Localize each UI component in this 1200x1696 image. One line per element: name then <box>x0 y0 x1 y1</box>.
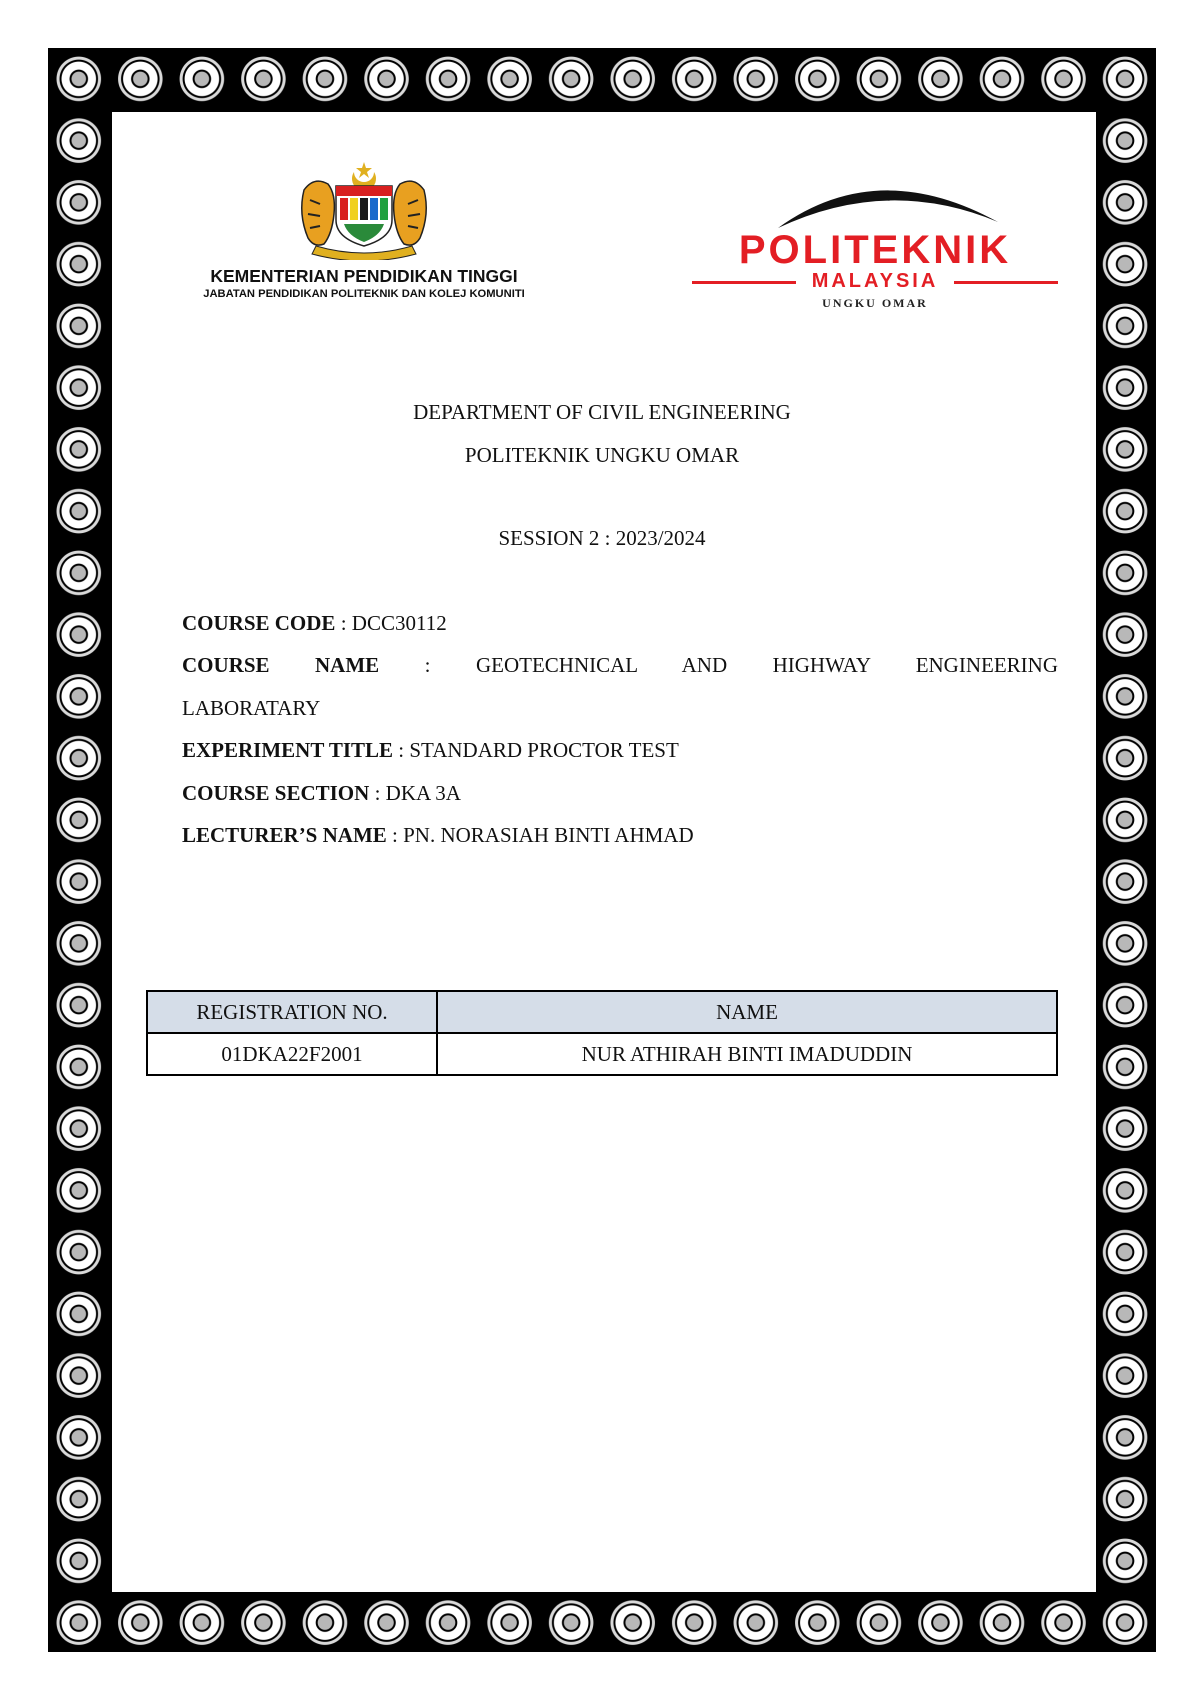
course-section-label: COURSE SECTION <box>182 781 370 805</box>
politeknik-campus: UNGKU OMAR <box>822 296 928 310</box>
course-section-value: : DKA 3A <box>374 781 461 805</box>
course-name-value-line2: LABORATARY <box>182 696 321 720</box>
course-name-value: : GEOTECHNICAL AND HIGHWAY ENGINEERING <box>424 653 1058 677</box>
course-code-line <box>182 611 1058 636</box>
ministry-title: KEMENTERIAN PENDIDIKAN TINGGI <box>210 266 518 286</box>
politeknik-name: POLITEKNIK <box>738 228 1012 272</box>
politeknik-arc-icon <box>768 170 1008 230</box>
course-code-value: : DCC30112 <box>340 611 447 635</box>
institution-title: POLITEKNIK UNGKU OMAR <box>464 443 740 467</box>
experiment-title-line <box>182 738 1058 763</box>
ministry-subtitle: JABATAN PENDIDIKAN POLITEKNIK DAN KOLEJ KOMUNITI <box>203 288 525 300</box>
course-section-line <box>182 781 1058 806</box>
registration-number-cell: 01DKA22F2001 <box>147 1033 437 1075</box>
ministry-logo <box>144 160 584 310</box>
table-row <box>147 1033 1057 1075</box>
lecturer-line <box>182 823 1058 848</box>
table-header-row <box>147 991 1057 1033</box>
coat-of-arms-icon <box>296 160 432 260</box>
course-name-line <box>182 653 1058 678</box>
department-title: DEPARTMENT OF CIVIL ENGINEERING <box>413 400 791 424</box>
experiment-title-value: : STANDARD PROCTOR TEST <box>398 738 679 762</box>
course-name-label: COURSE NAME <box>182 653 380 677</box>
column-header-registration: REGISTRATION NO. <box>147 991 437 1033</box>
politeknik-logo <box>688 170 1068 320</box>
student-table <box>146 990 1058 1076</box>
session-label: SESSION 2 : 2023/2024 <box>498 526 706 550</box>
experiment-title-label: EXPERIMENT TITLE <box>182 738 394 762</box>
lecturer-label: LECTURER’S NAME <box>182 823 387 847</box>
lecturer-value: : PN. NORASIAH BINTI AHMAD <box>392 823 694 847</box>
student-name-cell: NUR ATHIRAH BINTI IMADUDDIN <box>437 1033 1057 1075</box>
page-content-area <box>110 110 1098 1594</box>
column-header-name: NAME <box>437 991 1057 1033</box>
course-code-label: COURSE CODE <box>182 611 336 635</box>
politeknik-country: MALAYSIA <box>811 270 939 292</box>
